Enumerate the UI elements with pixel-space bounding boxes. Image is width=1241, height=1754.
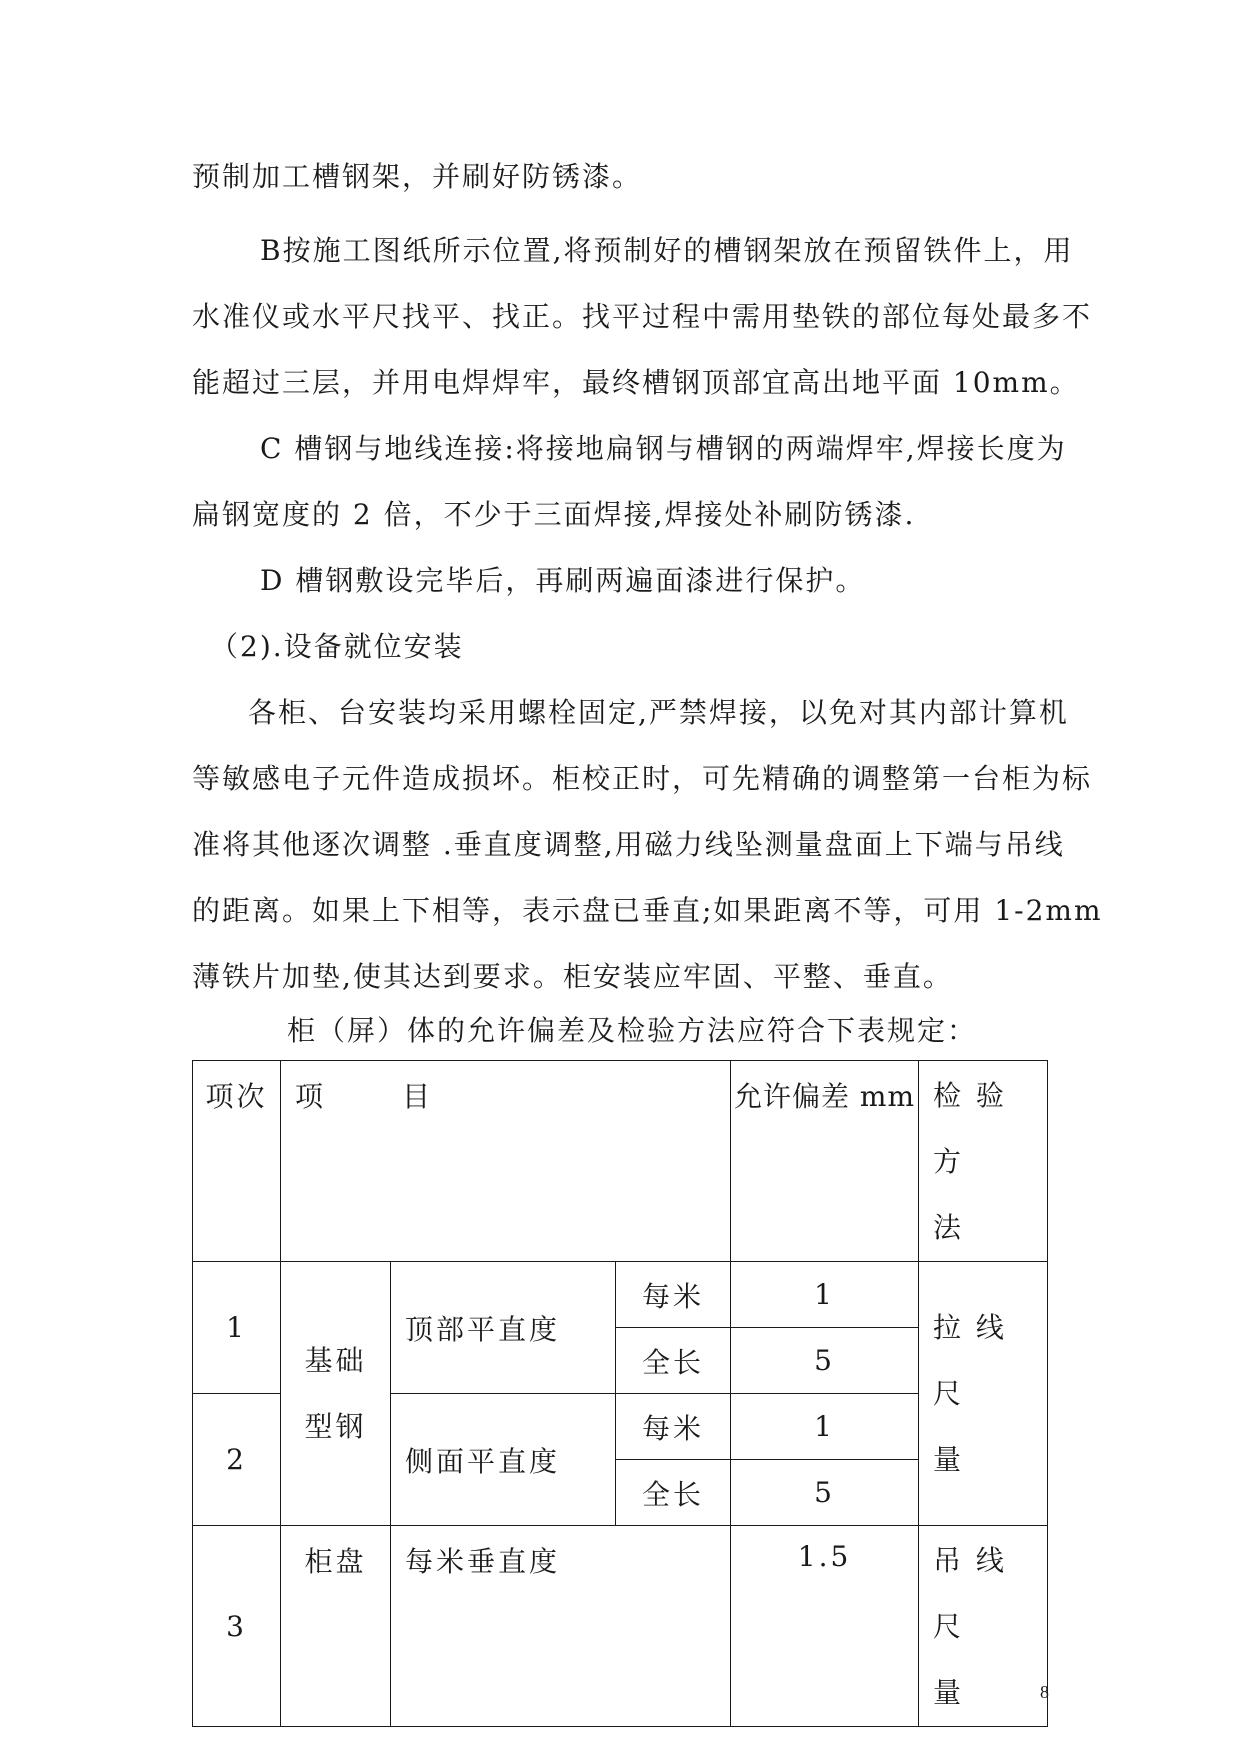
header-method-line2: 法: [933, 1211, 965, 1244]
method-plumb-line-line1: 吊 线 尺: [933, 1544, 1007, 1643]
tolerance-value-5: [731, 1526, 919, 1727]
tolerance-value-1-text: 1: [814, 1278, 835, 1311]
table-caption: 柜（屏）体的允许偏差及检验方法应符合下表规定：: [287, 1014, 978, 1047]
paragraph-line: D 槽钢敷设完毕后，再刷两遍面漆进行保护。: [260, 564, 866, 597]
tolerance-value-3: [731, 1394, 919, 1460]
row-index-1-value: 1: [226, 1311, 247, 1344]
header-item: [281, 1061, 731, 1262]
row-index-3-value: 3: [226, 1609, 247, 1643]
tolerance-value-2: [731, 1328, 919, 1394]
paragraph-line: 准将其他逐次调整 .垂直度调整,用磁力线坠测量盘面上下端与吊线: [192, 828, 1065, 861]
table-header-row: [193, 1061, 1048, 1262]
tolerance-value-4-text: 5: [814, 1476, 835, 1509]
row-index-2: [193, 1394, 281, 1526]
header-item-label-b: 目: [402, 1080, 434, 1113]
scope-full-length-1-label: 全长: [642, 1345, 705, 1379]
row-index-2-value: 2: [226, 1443, 247, 1476]
paragraph-line: 的距离。如果上下相等，表示盘已垂直;如果距离不等，可用 1-2mm: [192, 894, 1103, 927]
paragraph-line: 能超过三层，并用电焊焊牢，最终槽钢顶部宜高出地平面 10mm。: [192, 366, 1080, 399]
header-index-label: 项次: [205, 1080, 268, 1113]
paragraph-line: B按施工图纸所示位置,将预制好的槽钢架放在预留铁件上，用: [260, 234, 1074, 267]
item-top-flatness: [391, 1262, 616, 1394]
table-row: [193, 1526, 1048, 1727]
paragraph-line: 预制加工槽钢架，并刷好防锈漆。: [192, 160, 643, 193]
scope-full-length-2: [616, 1460, 731, 1526]
section-heading: （2).设备就位安装: [210, 630, 464, 663]
scope-per-meter-2: [616, 1394, 731, 1460]
group-base-steel: [281, 1262, 391, 1526]
method-pull-line-line1: 拉 线 尺: [933, 1310, 1007, 1410]
paragraph-line: 各柜、台安装均采用螺栓固定,严禁焊接，以免对其内部计算机: [248, 696, 1069, 729]
tolerance-value-1: [731, 1262, 919, 1328]
header-tolerance-label: 允许偏差 mm: [734, 1080, 916, 1113]
group-base-steel-line2: 型钢: [304, 1409, 367, 1443]
group-base-steel-line1: 基础: [304, 1343, 367, 1377]
method-pull-line: [919, 1262, 1048, 1526]
group-cabinet-label: 柜盘: [304, 1545, 367, 1578]
paragraph-line: 等敏感电子元件造成损坏。柜校正时，可先精确的调整第一台柜为标: [192, 762, 1093, 795]
row-index-1: [193, 1262, 281, 1394]
item-vertical-per-meter-label: 每米垂直度: [405, 1545, 561, 1578]
tolerance-value-2-text: 5: [814, 1344, 835, 1377]
header-method-line1: 检 验 方: [933, 1079, 1007, 1178]
tolerance-value-5-text: 1.5: [797, 1540, 852, 1573]
item-top-flatness-label: 顶部平直度: [405, 1312, 561, 1346]
scope-per-meter-1-label: 每米: [642, 1279, 705, 1313]
scope-per-meter-2-label: 每米: [642, 1411, 705, 1445]
method-pull-line-line2: 量: [933, 1442, 965, 1476]
paragraph-line: 薄铁片加垫,使其达到要求。柜安装应牢固、平整、垂直。: [192, 960, 953, 993]
header-tolerance: [731, 1061, 919, 1262]
row-index-3: [193, 1526, 281, 1727]
scope-full-length-1: [616, 1328, 731, 1394]
header-method: [919, 1061, 1048, 1262]
item-side-flatness-label: 侧面平直度: [405, 1444, 561, 1478]
item-side-flatness: [391, 1394, 616, 1526]
paragraph-line: C 槽钢与地线连接:将接地扁钢与槽钢的两端焊牢,焊接长度为: [260, 432, 1067, 465]
tolerance-table: [192, 1060, 1048, 1727]
tolerance-value-3-text: 1: [814, 1410, 835, 1443]
header-item-label-a: 项: [295, 1080, 327, 1113]
method-plumb-line-line2: 量: [933, 1676, 965, 1709]
paragraph-line: 水准仪或水平尺找平、找正。找平过程中需用垫铁的部位每处最多不: [192, 300, 1093, 333]
group-cabinet: [281, 1526, 391, 1727]
item-vertical-per-meter: [391, 1526, 731, 1727]
header-index: [193, 1061, 281, 1262]
table-row: [193, 1262, 1048, 1328]
page-number: 8: [1040, 1682, 1049, 1702]
scope-per-meter-1: [616, 1262, 731, 1328]
tolerance-value-4: [731, 1460, 919, 1526]
paragraph-line: 扁钢宽度的 2 倍，不少于三面焊接,焊接处补刷防锈漆.: [192, 498, 916, 531]
scope-full-length-2-label: 全长: [642, 1477, 705, 1511]
method-plumb-line: [919, 1526, 1048, 1727]
